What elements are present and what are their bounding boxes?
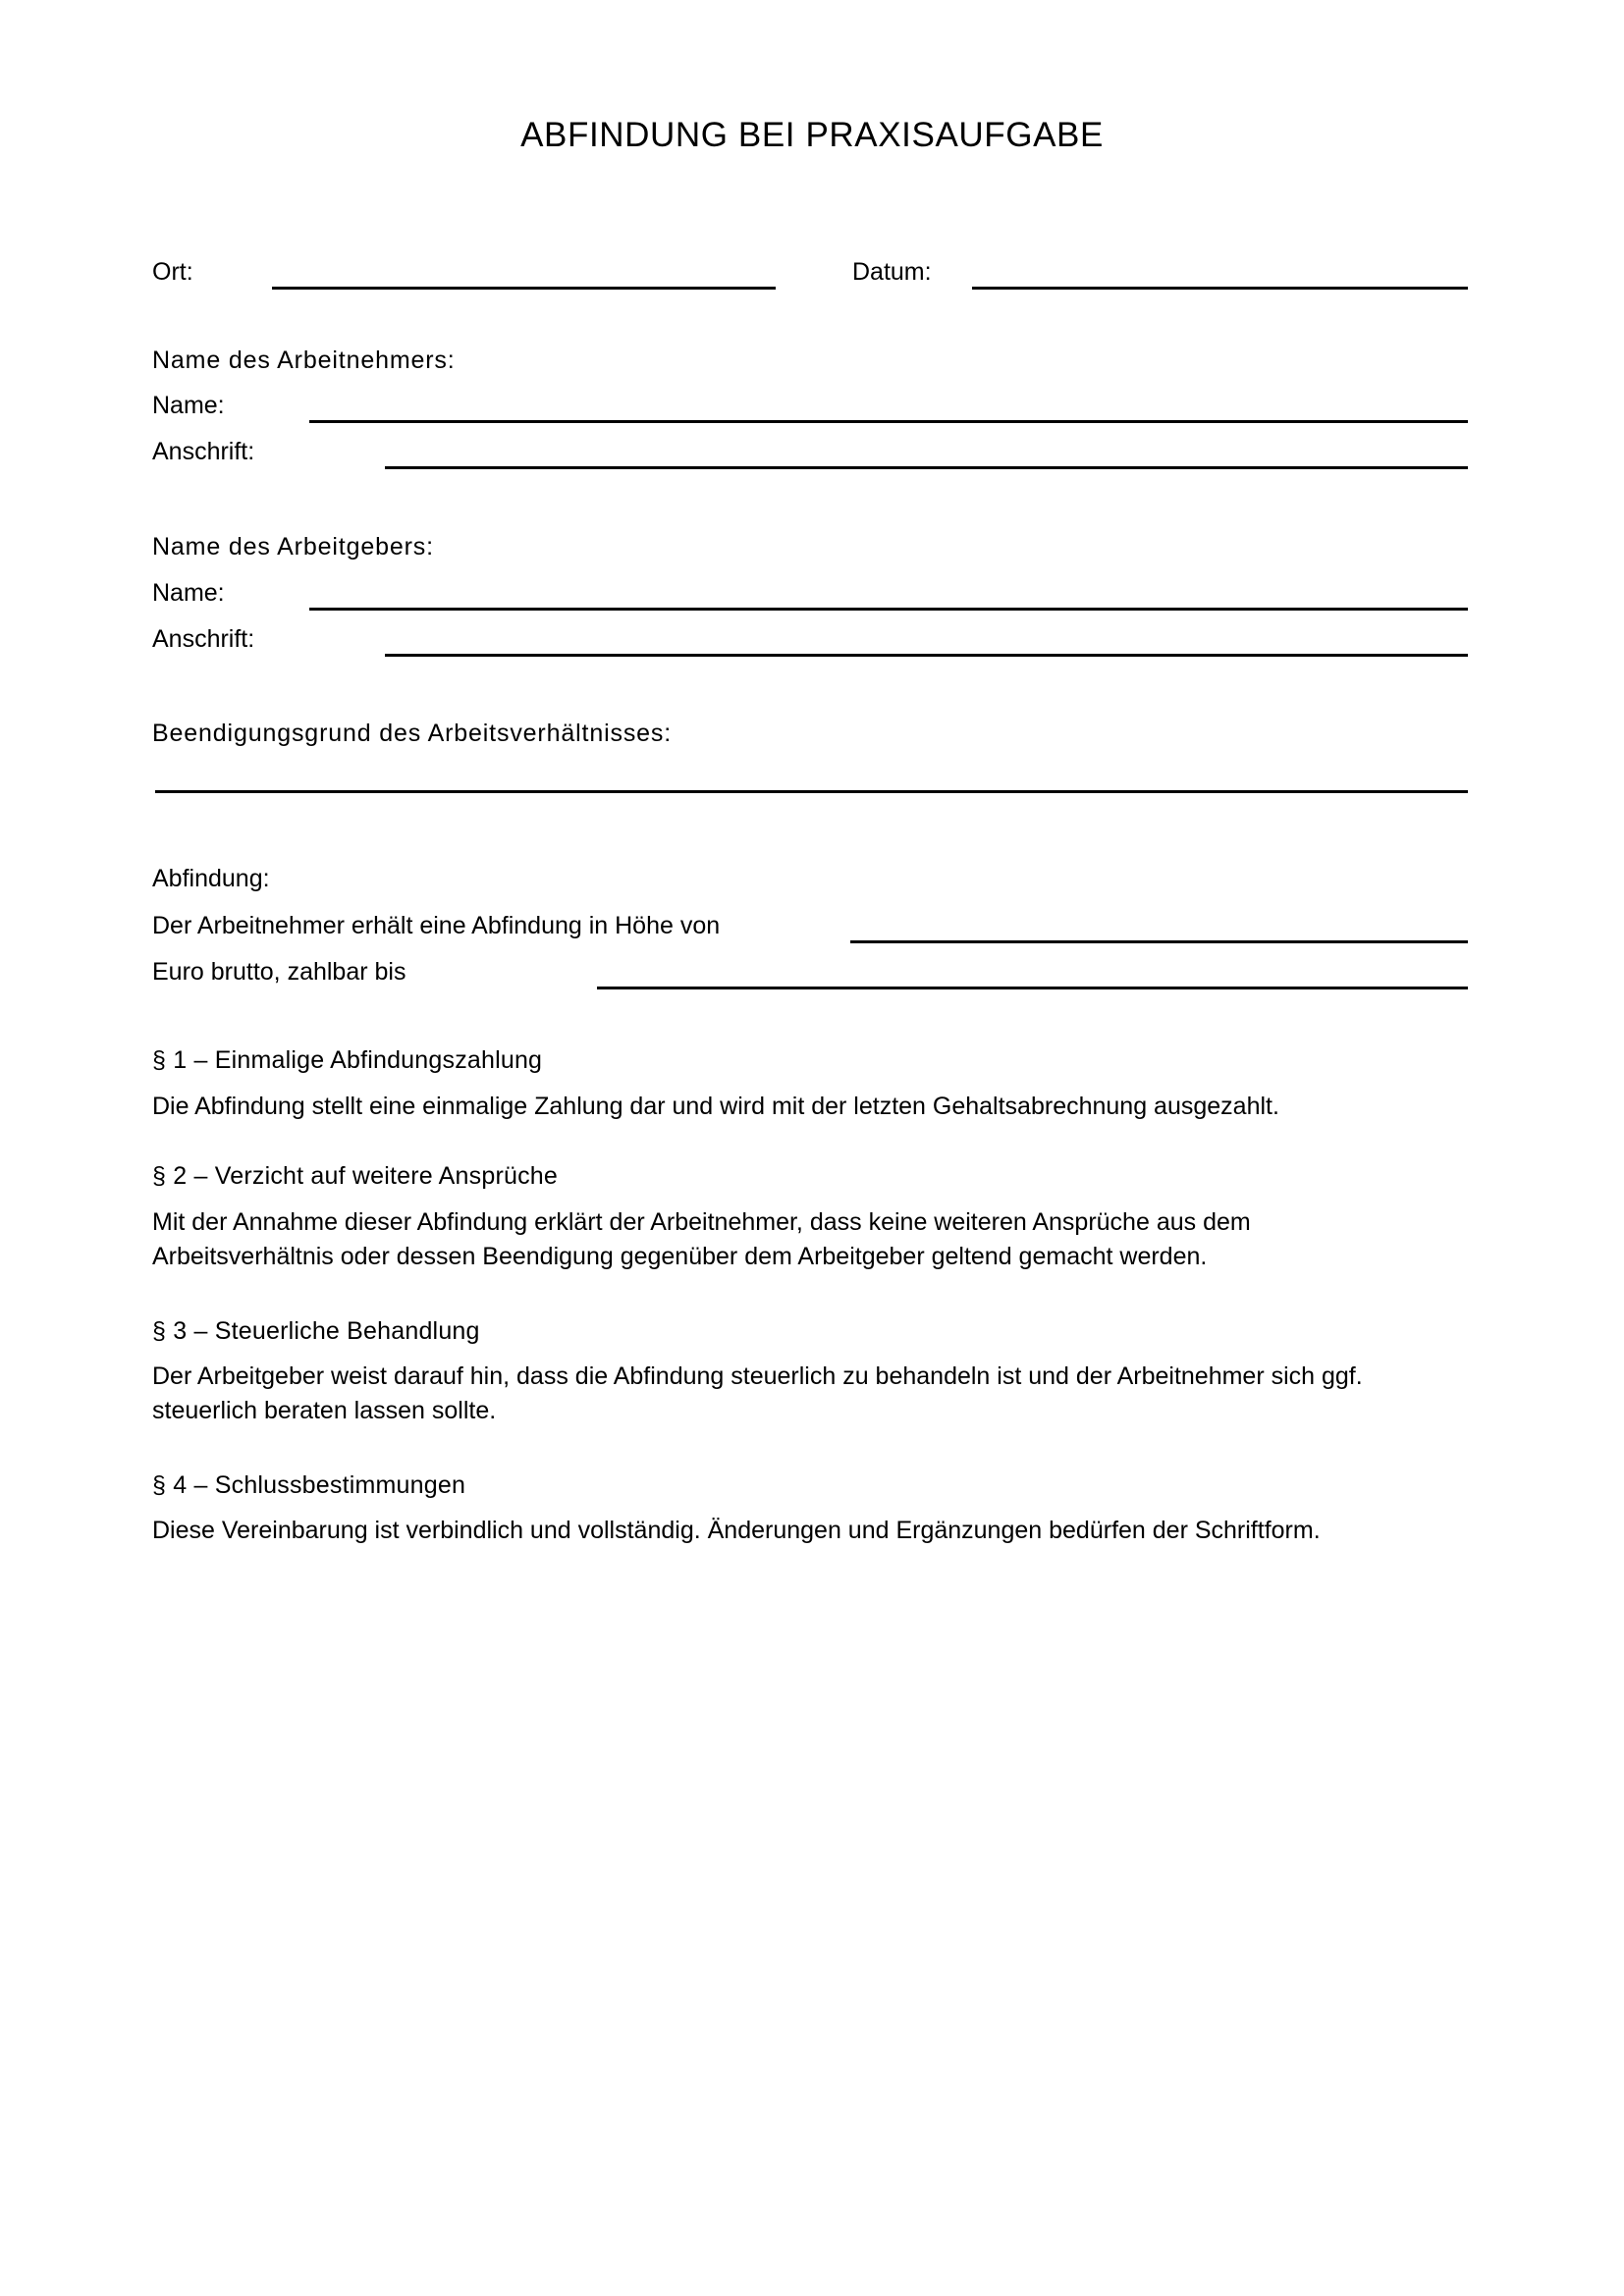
clause-1-body: Die Abfindung stellt eine einmalige Zahlung dar und wird mit der letzten Gehaltsabrechnung ausgezahlt. xyxy=(152,1093,1279,1120)
clause-3-heading: § 3 – Steuerliche Behandlung xyxy=(152,1317,480,1345)
employee-name-label: Name: xyxy=(152,392,225,419)
clause-3-body: Der Arbeitgeber weist darauf hin, dass die Abfindung steuerlich zu behandeln ist und der Arbeitnehmer sich ggf. steuerlich beraten lassen sollte. xyxy=(152,1362,1363,1424)
ort-input-line[interactable] xyxy=(272,287,776,290)
clause-1-heading: § 1 – Einmalige Abfindungszahlung xyxy=(152,1046,543,1074)
severance-due-input-line[interactable] xyxy=(597,987,1468,989)
clause-4-heading: § 4 – Schlussbestimmungen xyxy=(152,1471,466,1499)
employer-block-heading: Name des Arbeitgebers: xyxy=(152,533,434,561)
clause-2-body: Mit der Annahme dieser Abfindung erklärt der Arbeitnehmer, dass keine weiteren Ansprüche aus dem Arbeitsverhältnis oder dessen Beendigung gegenüber dem Arbeitgeber geltend gemacht werden. xyxy=(152,1208,1251,1270)
termination-input-line[interactable] xyxy=(155,790,1468,793)
employee-address-input-line[interactable] xyxy=(385,466,1468,469)
severance-heading: Abfindung: xyxy=(152,865,270,892)
datum-label: Datum: xyxy=(852,258,932,286)
employer-address-input-line[interactable] xyxy=(385,654,1468,657)
ort-label: Ort: xyxy=(152,258,193,286)
clause-4-body: Diese Vereinbarung ist verbindlich und vollständig. Änderungen und Ergänzungen bedürfen der Schriftform. xyxy=(152,1517,1321,1544)
severance-amount-input-line[interactable] xyxy=(850,940,1468,943)
employer-name-input-line[interactable] xyxy=(309,608,1468,611)
employer-address-label: Anschrift: xyxy=(152,625,255,653)
employer-name-label: Name: xyxy=(152,579,225,607)
termination-heading: Beendigungsgrund des Arbeitsverhältnisses: xyxy=(152,720,673,747)
severance-due-label: Euro brutto, zahlbar bis xyxy=(152,958,406,986)
clause-2-heading: § 2 – Verzicht auf weitere Ansprüche xyxy=(152,1162,558,1190)
employee-block-heading: Name des Arbeitnehmers: xyxy=(152,347,456,374)
page-title: ABFINDUNG BEI PRAXISAUFGABE xyxy=(520,116,1104,154)
employee-name-input-line[interactable] xyxy=(309,420,1468,423)
severance-amount-label: Der Arbeitnehmer erhält eine Abfindung in Höhe von xyxy=(152,912,721,939)
datum-input-line[interactable] xyxy=(972,287,1468,290)
employee-address-label: Anschrift: xyxy=(152,438,255,465)
